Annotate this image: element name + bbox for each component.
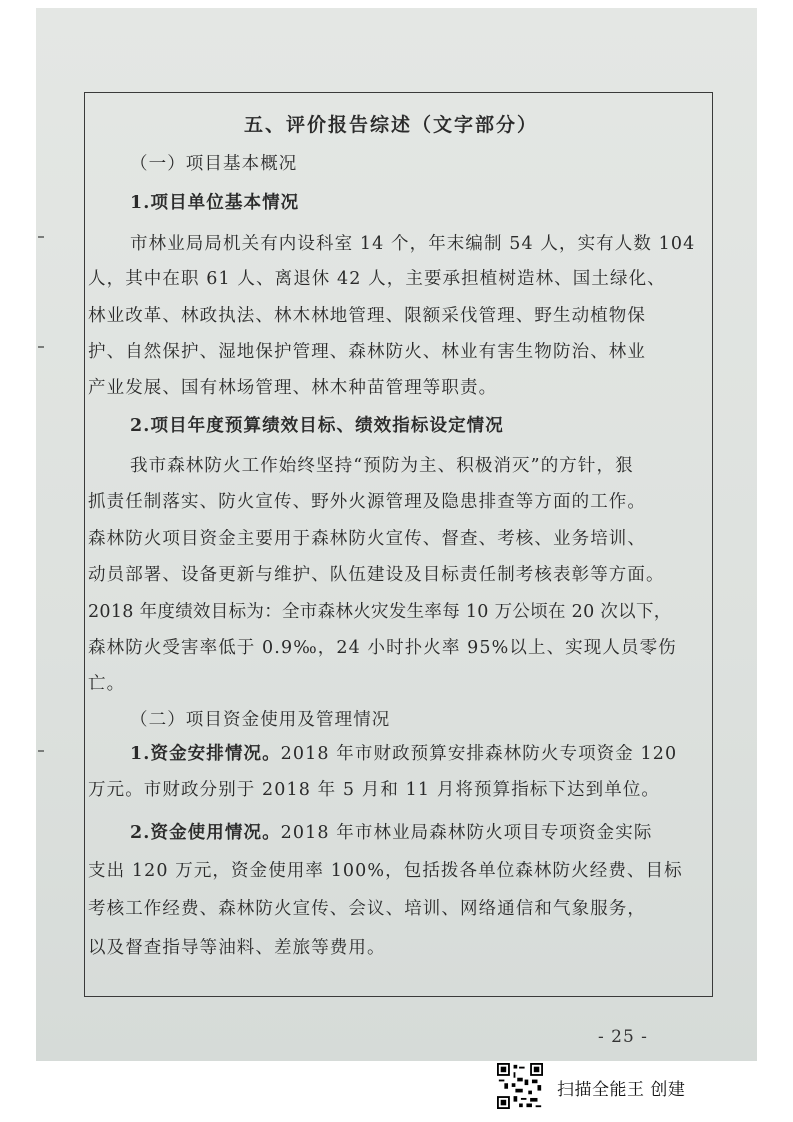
paragraph-line: 林业改革、林政执法、林木林地管理、限额采伐管理、野生动植物保 (88, 306, 646, 326)
edge-mark (38, 750, 44, 752)
paragraph-line (130, 740, 677, 765)
paragraph-line: 护、自然保护、湿地保护管理、森林防火、林业有害生物防治、林业 (88, 342, 646, 362)
paragraph-line: 以及督查指导等油料、差旅等费用。 (88, 938, 386, 958)
paragraph-line: 支出 120 万元，资金使用率 100%，包括拨各单位森林防火经费、目标 (88, 861, 683, 881)
paragraph-line: 亡。 (88, 674, 126, 694)
paragraph-line: 抓责任制落实、防火宣传、野外火源管理及隐患排查等方面的工作。 (88, 492, 646, 512)
paragraph-line: 市林业局局机关有内设科室 14 个，年末编制 54 人，实有人数 104 (130, 234, 696, 254)
paragraph-line: 森林防火项目资金主要用于森林防火宣传、督查、考核、业务培训、 (88, 529, 646, 549)
page-number: - 25 - (598, 1027, 648, 1047)
paragraph-line: 考核工作经费、森林防火宣传、会议、培训、网络通信和气象服务， (88, 899, 646, 919)
paragraph-line: 动员部署、设备更新与维护、队伍建设及目标责任制考核表彰等方面。 (88, 565, 665, 585)
footer-label: 扫描全能王 创建 (557, 1080, 686, 1100)
section2-sub1-text: 2018 年市财政预算安排森林防火专项资金 120 (280, 744, 678, 764)
section1-heading: （一）项目基本概况 (130, 154, 298, 174)
paragraph-line: 我市森林防火工作始终坚持“预防为主、积极消灭”的方针，狠 (130, 456, 634, 476)
section2-sub2-text: 2018 年市林业局森林防火项目专项资金实际 (280, 823, 653, 843)
section2-sub2-label: 2.资金使用情况。 (130, 823, 281, 843)
edge-mark (38, 346, 44, 348)
section2-sub1-label: 1.资金安排情况。 (130, 744, 281, 764)
paragraph-line: 万元。市财政分别于 2018 年 5 月和 11 月将预算指标下达到单位。 (88, 780, 661, 800)
qr-code-icon (497, 1063, 543, 1109)
paragraph-line: 2018 年度绩效目标为：全市森林火灾发生率每 10 万公顷在 20 次以下， (88, 602, 672, 622)
paragraph-line (130, 819, 652, 844)
section1-sub2-heading: 2.项目年度预算绩效目标、绩效指标设定情况 (130, 416, 504, 436)
section2-heading: （二）项目资金使用及管理情况 (130, 710, 391, 730)
paragraph-line: 人，其中在职 61 人、离退休 42 人，主要承担植树造林、国土绿化、 (88, 269, 666, 289)
paragraph-line: 产业发展、国有林场管理、林木种苗管理等职责。 (88, 378, 498, 398)
section1-sub1-heading: 1.项目单位基本情况 (130, 193, 300, 213)
edge-mark (38, 236, 44, 238)
paragraph-line: 森林防火受害率低于 0.9‰，24 小时扑火率 95%以上、实现人员零伤 (88, 638, 677, 658)
document-title: 五、评价报告综述（文字部分） (244, 114, 539, 136)
